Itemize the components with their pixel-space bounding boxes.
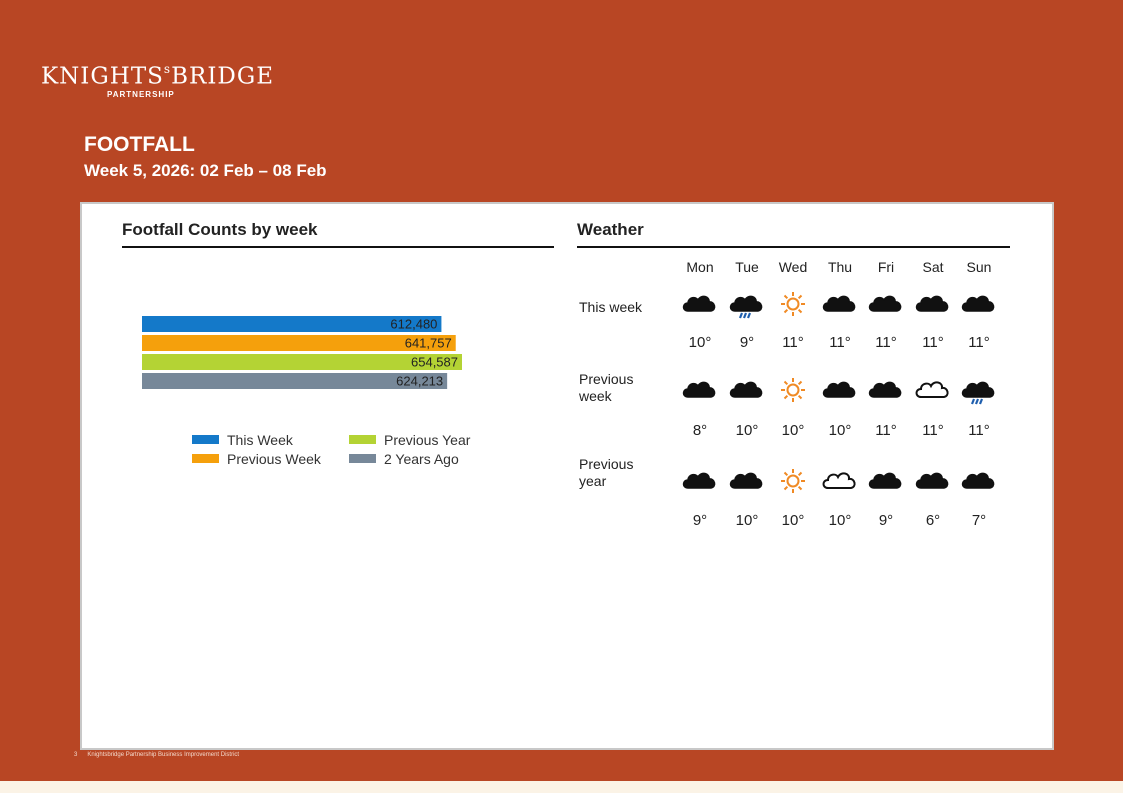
weather-temp: 11°: [968, 422, 990, 439]
weather-temp: 11°: [829, 334, 851, 351]
legend-item-2-years-ago: 2 Years Ago: [349, 451, 459, 467]
weather-day-header: Thu: [827, 259, 853, 275]
cloud-heavy-icon: [913, 466, 953, 496]
cloud-heavy-icon: [866, 466, 906, 496]
bar-value-label: 624,213: [396, 373, 444, 389]
footer-text: Knightsbridge Partnership Business Improvement District: [87, 752, 240, 758]
report-panel: [80, 202, 1054, 750]
footer: [74, 752, 239, 758]
sun-icon: [773, 289, 813, 319]
footfall-bar-chart: [122, 294, 522, 404]
legend-swatch: [192, 454, 219, 463]
cloud-heavy-icon: [820, 375, 860, 405]
cloud-heavy-icon: [680, 375, 720, 405]
bar-value-label: 654,587: [411, 354, 458, 370]
weather-temp: 10°: [781, 512, 805, 529]
weather-day-header: Mon: [686, 259, 714, 275]
weather-temp: 10°: [828, 422, 852, 439]
cloud-heavy-icon: [727, 375, 767, 405]
weather-day-header: Tue: [735, 259, 759, 275]
brand-logo: [41, 58, 274, 99]
weather-temp: 10°: [735, 422, 759, 439]
legend-swatch: [349, 454, 376, 463]
weather-temp: 10°: [828, 512, 852, 529]
weather-temp: 9°: [739, 334, 755, 351]
weather-temp: 11°: [968, 334, 990, 351]
weather-temp: 11°: [922, 334, 944, 351]
weather-temp: 10°: [735, 512, 759, 529]
bar-value-label: 641,757: [404, 335, 452, 351]
footfall-rule: [122, 246, 554, 248]
cloud-icon: [913, 375, 953, 405]
bar-value-label: 612,480: [390, 316, 438, 332]
weather-temp: 9°: [692, 512, 708, 529]
cloud-rain-icon: [959, 375, 999, 405]
weather-temp: 6°: [925, 512, 941, 529]
cloud-heavy-icon: [866, 375, 906, 405]
legend-item-this-week: This Week: [192, 432, 293, 448]
sun-icon: [773, 375, 813, 405]
page-number: 3: [74, 752, 78, 758]
weather-temp: 8°: [692, 422, 708, 439]
page-subtitle: Week 5, 2026: 02 Feb – 08 Feb: [84, 161, 327, 180]
cloud-heavy-icon: [959, 289, 999, 319]
row-label-line: Previous: [579, 371, 634, 387]
cloud-heavy-icon: [913, 289, 953, 319]
row-label-line: week: [579, 388, 612, 404]
weather-rule: [577, 246, 1010, 248]
footfall-title: Footfall Counts by week: [122, 220, 318, 239]
weather-temp: 7°: [971, 512, 987, 529]
logo-subtext: PARTNERSHIP: [107, 89, 175, 99]
cloud-heavy-icon: [959, 466, 999, 496]
weather-title: Weather: [577, 220, 644, 239]
weather-temp: 11°: [922, 422, 944, 439]
weather-day-header: Sat: [922, 259, 944, 275]
cloud-heavy-icon: [820, 289, 860, 319]
sun-icon: [773, 466, 813, 496]
cloud-heavy-icon: [727, 466, 767, 496]
legend-item-previous-week: Previous Week: [192, 451, 321, 467]
legend-item-previous-year: Previous Year: [349, 432, 470, 448]
bottom-strip: [0, 781, 1123, 793]
weather-temp: 10°: [781, 422, 805, 439]
weather-day-header: Sun: [966, 259, 992, 275]
weather-day-header: Fri: [877, 259, 895, 275]
cloud-heavy-icon: [680, 466, 720, 496]
row-label-line: Previous: [579, 456, 634, 472]
weather-row-label: [579, 371, 633, 405]
logo-wordmark: KNIGHTS$^s$BRIDGE: [41, 62, 275, 90]
cloud-rain-icon: [727, 289, 767, 319]
weather-temp: 9°: [878, 512, 894, 529]
weather-temp: 11°: [782, 334, 804, 351]
row-label-line: This week: [579, 299, 643, 315]
cloud-heavy-icon: [866, 289, 906, 319]
row-label-line: year: [579, 473, 607, 489]
page-title: FOOTFALL: [84, 133, 195, 156]
weather-temp: 11°: [875, 422, 897, 439]
legend-swatch: [192, 435, 219, 444]
weather-row-label: [579, 299, 642, 316]
weather-temp: 10°: [688, 334, 712, 351]
cloud-heavy-icon: [680, 289, 720, 319]
weather-row-label: [579, 456, 633, 490]
weather-day-header: Wed: [778, 259, 808, 275]
legend-swatch: [349, 435, 376, 444]
cloud-icon: [820, 466, 860, 496]
weather-temp: 11°: [875, 334, 897, 351]
